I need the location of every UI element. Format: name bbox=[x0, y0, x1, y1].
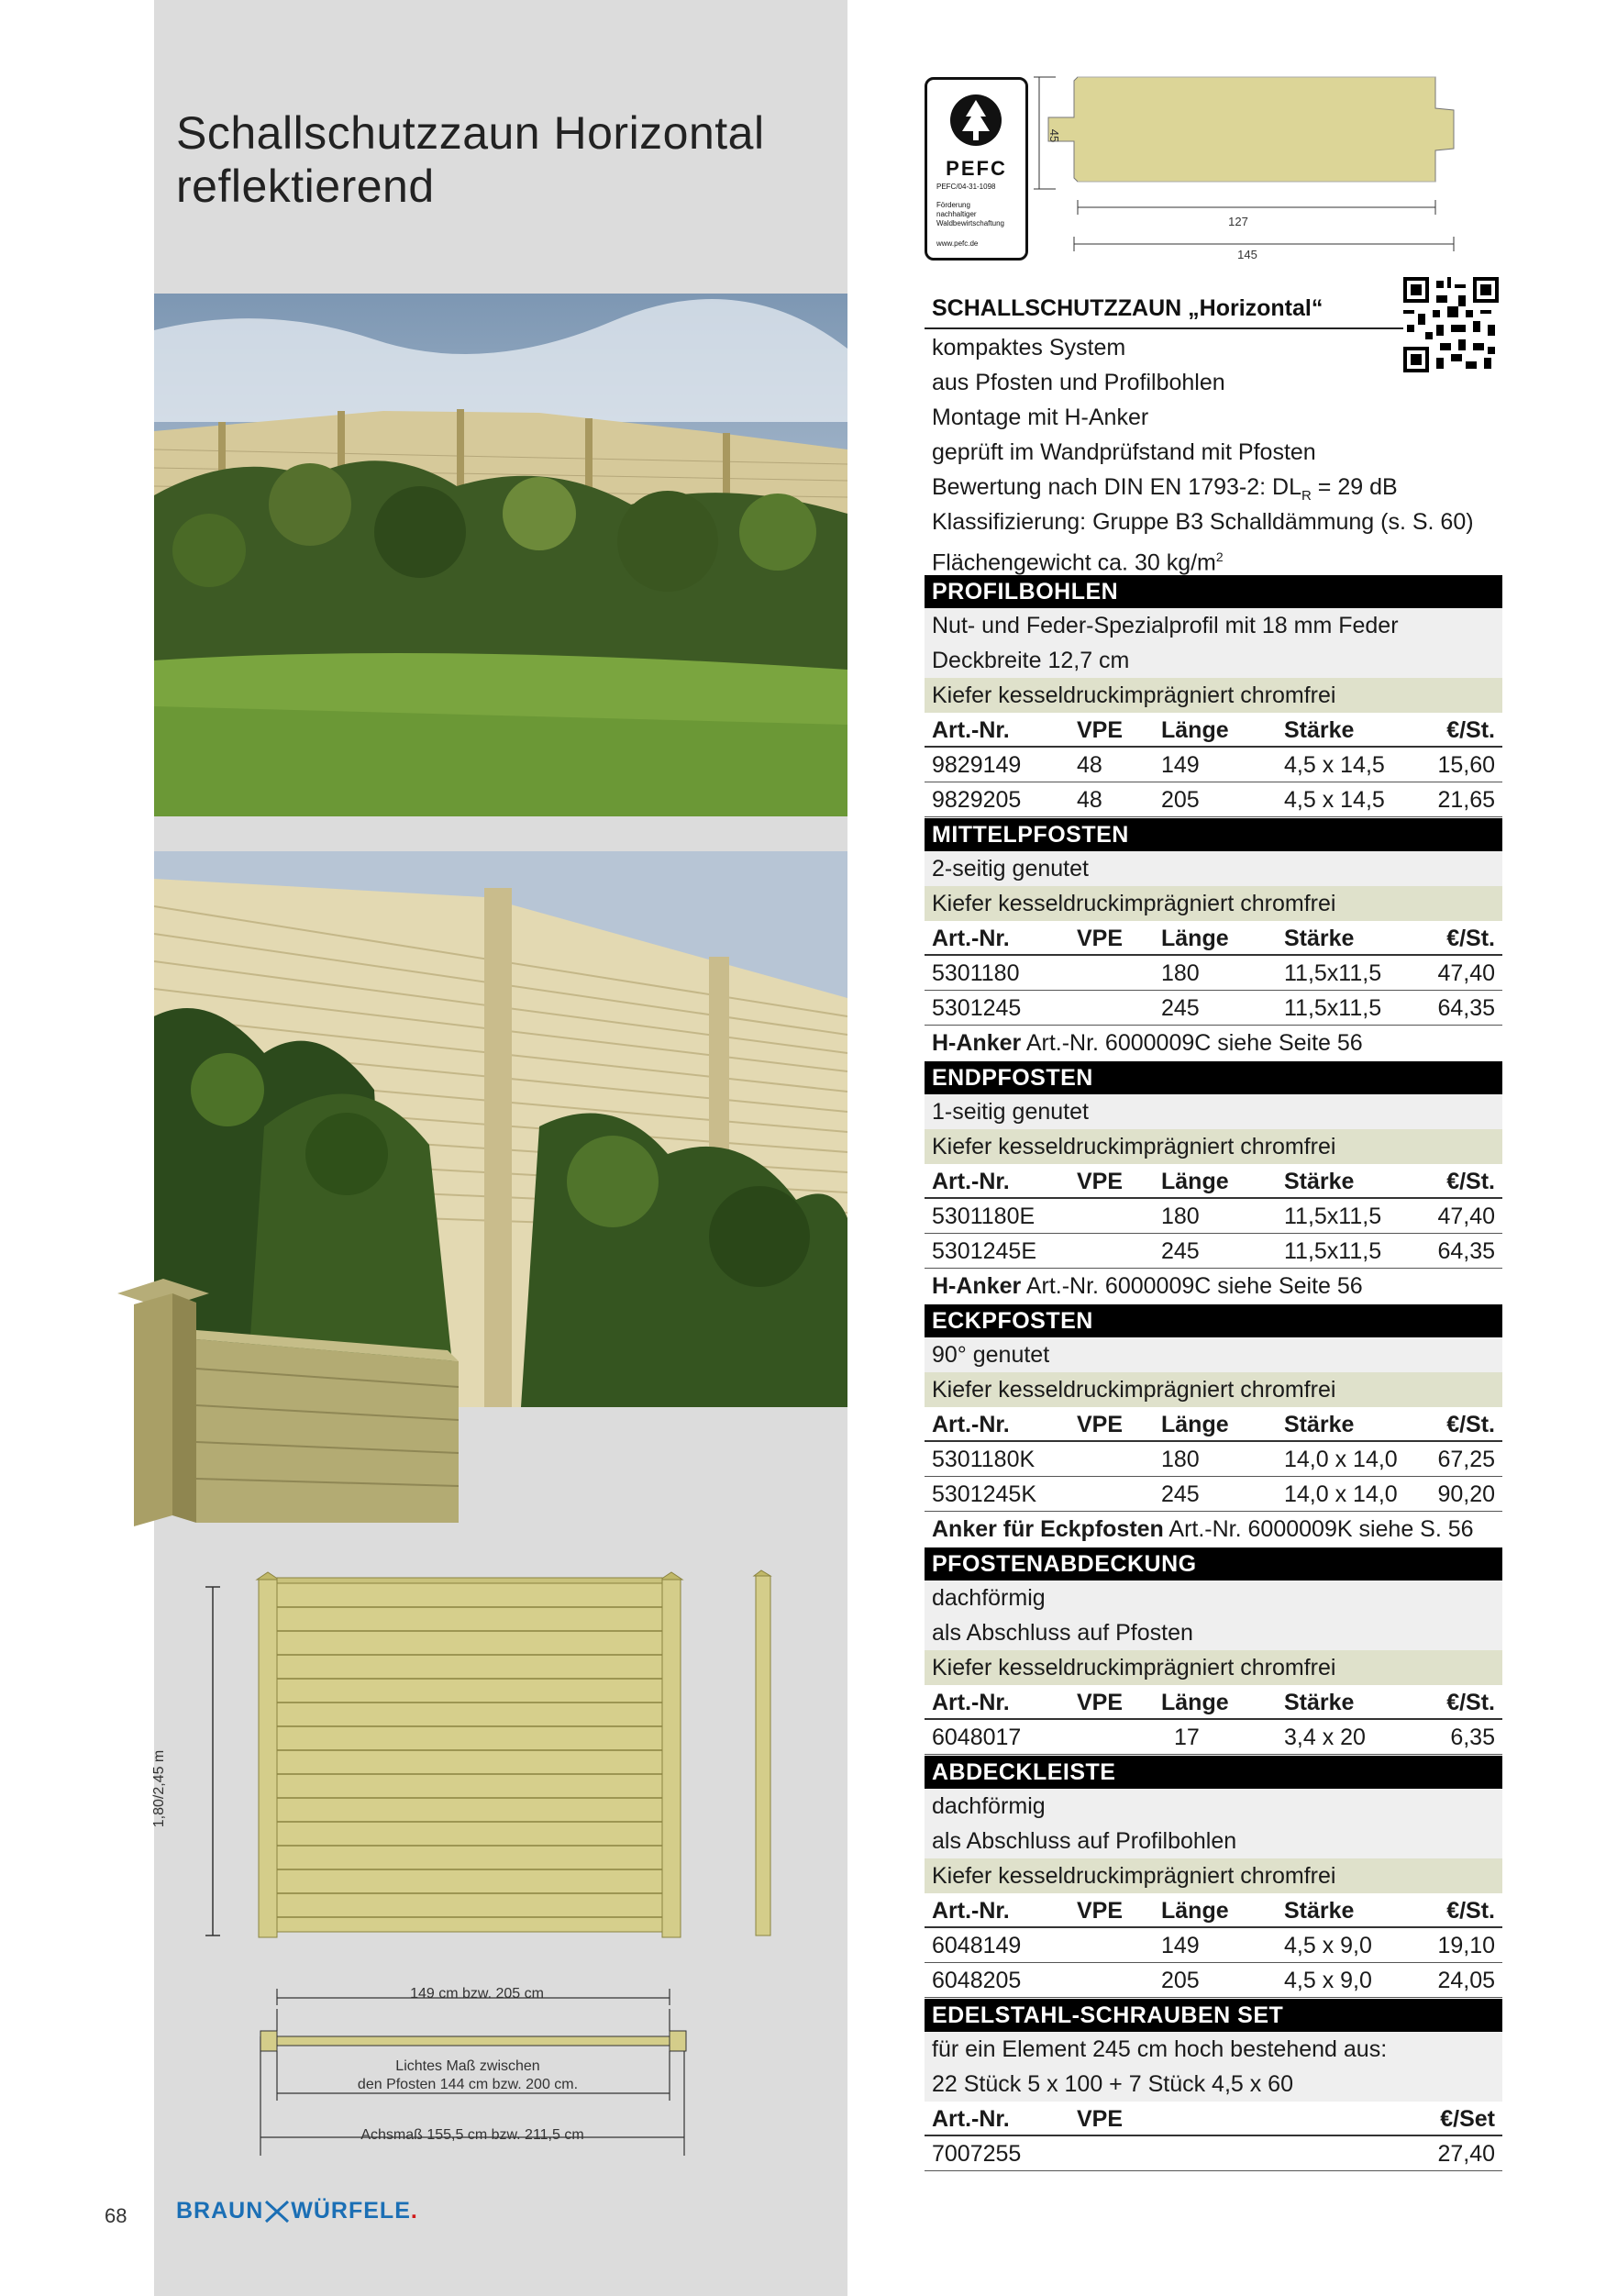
table-row: 5301180 180 11,5x11,5 47,40 bbox=[925, 956, 1502, 991]
table-row: 7007255 27,40 bbox=[925, 2136, 1502, 2171]
section-desc: als Abschluss auf Pfosten bbox=[925, 1615, 1502, 1650]
table-row: 5301245K 245 14,0 x 14,0 90,20 bbox=[925, 1477, 1502, 1512]
profile-outer-width-label: 145 bbox=[1237, 248, 1257, 261]
section-desc: für ein Element 245 cm hoch bestehend aus: bbox=[925, 2032, 1502, 2067]
product-name: SCHALLSCHUTZZAUN „Horizontal“ bbox=[932, 295, 1324, 321]
feature-line-rating: Bewertung nach DIN EN 1793-2: $DL_R = 29$ dB bbox=[932, 474, 1398, 504]
table-row: 5301180K 180 14,0 x 14,0 67,25 bbox=[925, 1442, 1502, 1477]
product-table bbox=[925, 330, 1502, 2171]
feature-line: aus Pfosten und Profilbohlen bbox=[932, 370, 1225, 395]
feature-line: geprüft im Wandprüfstand mit Pfosten bbox=[932, 439, 1316, 465]
material-line: Kiefer kesseldruckimprägniert chromfrei bbox=[925, 1129, 1502, 1164]
axis-dimension-label: Achsmaß 155,5 cm bzw. 211,5 cm bbox=[360, 2127, 584, 2143]
table-column-headers: Art.-Nr. VPE €/Set bbox=[925, 2102, 1502, 2136]
material-line: Kiefer kesseldruckimprägniert chromfrei bbox=[925, 1650, 1502, 1685]
section-desc: Nut- und Feder-Spezialprofil mit 18 mm Feder bbox=[925, 608, 1502, 643]
table-row: 6048149 149 4,5 x 9,0 19,10 bbox=[925, 1928, 1502, 1963]
table-row: 6048205 205 4,5 x 9,0 24,05 bbox=[925, 1963, 1502, 1998]
feature-line: Montage mit H-Anker bbox=[932, 405, 1149, 430]
pefc-title: PEFC bbox=[946, 157, 1007, 180]
profile-height-label: 45 bbox=[1047, 128, 1061, 143]
table-row: 9829205 48 205 4,5 x 14,5 21,65 bbox=[925, 782, 1502, 817]
height-dimension-label: 1,80/2,45 m bbox=[151, 1749, 167, 1828]
feature-line: kompaktes System bbox=[932, 335, 1126, 360]
table-row: 5301180E 180 11,5x11,5 47,40 bbox=[925, 1199, 1502, 1234]
section-desc: 90° genutet bbox=[925, 1337, 1502, 1372]
material-line: Kiefer kesseldruckimprägniert chromfrei bbox=[925, 1372, 1502, 1407]
pefc-url: www.pefc.de bbox=[936, 239, 979, 248]
pefc-code: PEFC/04-31-1098 bbox=[936, 183, 996, 191]
profile-inner-width-label: 127 bbox=[1228, 215, 1248, 228]
feature-line-weight: Flächengewicht ca. 30 $kg/m^2$ bbox=[932, 549, 1224, 576]
anchor-note: Anker für Eckpfosten Art.-Nr. 6000009K siehe S. 56 bbox=[932, 1516, 1474, 1542]
brand-logo: BRAUN WÜRFELE . bbox=[176, 2198, 418, 2224]
section-header-endpfosten: ENDPFOSTEN bbox=[925, 1061, 1502, 1094]
brand-cross-icon bbox=[263, 2199, 291, 2224]
material-line: Kiefer kesseldruckimprägniert chromfrei bbox=[925, 886, 1502, 921]
section-desc: dachförmig bbox=[925, 1581, 1502, 1615]
section-header-abdeckleiste: ABDECKLEISTE bbox=[925, 1756, 1502, 1789]
section-desc: 1-seitig genutet bbox=[925, 1094, 1502, 1129]
post-panel-render bbox=[117, 1277, 459, 1526]
section-header-eckpfosten: ECKPFOSTEN bbox=[925, 1304, 1502, 1337]
product-name-underline bbox=[925, 327, 1403, 329]
table-column-headers: Art.-Nr. VPE Länge Stärke €/St. bbox=[925, 1685, 1502, 1720]
pefc-logo bbox=[925, 77, 1028, 261]
fence-photo-hillside bbox=[154, 294, 847, 816]
fence-elevation-drawing bbox=[183, 1559, 825, 1954]
anchor-note: H-Anker Art.-Nr. 6000009C siehe Seite 56 bbox=[932, 1030, 1363, 1056]
anchor-note: H-Anker Art.-Nr. 6000009C siehe Seite 56 bbox=[932, 1273, 1363, 1299]
material-line: Kiefer kesseldruckimprägniert chromfrei bbox=[925, 678, 1502, 713]
table-row: 9829149 48 149 4,5 x 14,5 15,60 bbox=[925, 748, 1502, 782]
feature-line: Klassifizierung: Gruppe B3 Schalldämmung (s. S. 60) bbox=[932, 509, 1474, 535]
table-column-headers: Art.-Nr. VPE Länge Stärke €/St. bbox=[925, 1893, 1502, 1928]
profile-cross-section bbox=[1032, 72, 1472, 264]
section-desc: als Abschluss auf Profilbohlen bbox=[925, 1824, 1502, 1858]
table-row: 5301245 245 11,5x11,5 64,35 bbox=[925, 991, 1502, 1026]
page-number: 68 bbox=[105, 2204, 127, 2227]
table-column-headers: Art.-Nr. VPE Länge Stärke €/St. bbox=[925, 1407, 1502, 1442]
section-header-profilbohlen: PROFILBOHLEN bbox=[925, 575, 1502, 608]
table-column-headers: Art.-Nr. VPE Länge Stärke €/St. bbox=[925, 921, 1502, 956]
table-row: 5301245E 245 11,5x11,5 64,35 bbox=[925, 1234, 1502, 1269]
section-desc: 22 Stück 5 x 100 + 7 Stück 4,5 x 60 bbox=[925, 2067, 1502, 2102]
section-desc: 2-seitig genutet bbox=[925, 851, 1502, 886]
section-header-schrauben: EDELSTAHL-SCHRAUBEN SET bbox=[925, 1999, 1502, 2032]
section-header-pfostenabdeckung: PFOSTENABDECKUNG bbox=[925, 1547, 1502, 1581]
pefc-tree-icon bbox=[927, 80, 1025, 157]
section-desc: Deckbreite 12,7 cm bbox=[925, 643, 1502, 678]
section-header-mittelpfosten: MITTELPFOSTEN bbox=[925, 818, 1502, 851]
material-line: Kiefer kesseldruckimprägniert chromfrei bbox=[925, 1858, 1502, 1893]
pefc-subtitle: Förderung nachhaltiger Waldbewirtschaftung bbox=[936, 201, 1004, 227]
table-column-headers: Art.-Nr. VPE Länge Stärke €/St. bbox=[925, 713, 1502, 748]
section-desc: dachförmig bbox=[925, 1789, 1502, 1824]
clear-width-label: Lichtes Maß zwischen den Pfosten 144 cm bzw. 200 cm. bbox=[357, 2058, 579, 2092]
page-title: Schallschutzzaun Horizontal reflektierend bbox=[176, 107, 765, 212]
table-column-headers: Art.-Nr. VPE Länge Stärke €/St. bbox=[925, 1164, 1502, 1199]
table-row: 6048017 17 3,4 x 20 6,35 bbox=[925, 1720, 1502, 1755]
width-dimension-label: 149 cm bzw. 205 cm bbox=[410, 1986, 544, 2002]
